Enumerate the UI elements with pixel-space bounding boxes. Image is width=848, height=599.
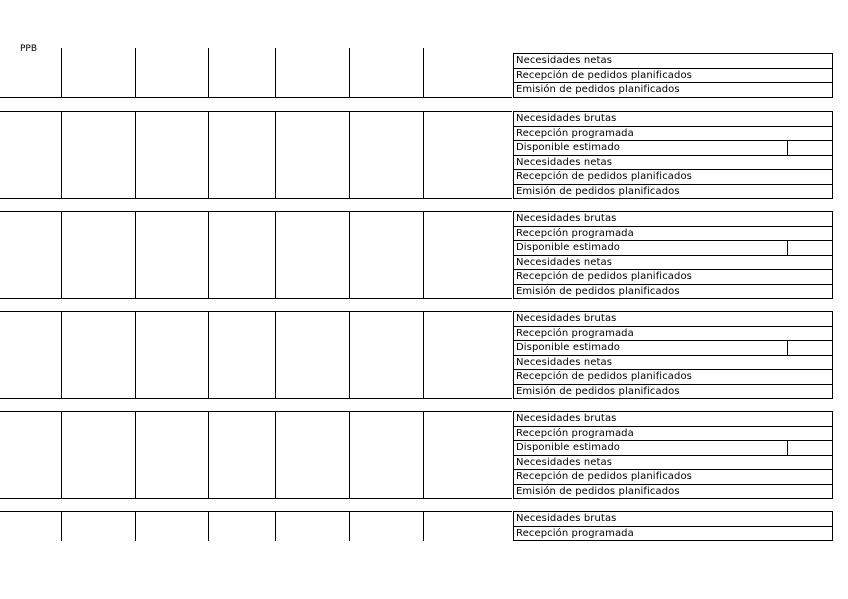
column-divider [275,411,276,498]
mrp-row-label: Necesidades netas [514,256,832,271]
mrp-row-box [513,311,833,399]
mrp-row-label: Recepción de pedidos planificados [514,69,832,84]
block-top-border [0,111,512,112]
column-divider [349,411,350,498]
mrp-row-label: Recepción programada [514,227,832,242]
mrp-row-box [513,211,833,299]
mrp-row-box [513,511,833,541]
column-divider [275,511,276,541]
column-divider [61,48,62,97]
mrp-row-label: Necesidades brutas [514,112,832,127]
block-top-border [0,211,512,212]
mrp-row-label: Emisión de pedidos planificados [516,485,680,497]
block-bottom-border [0,298,512,299]
mrp-row-label: Disponible estimado [514,241,832,256]
mrp-row-label: Disponible estimado [514,341,832,356]
mrp-row-label: Recepción programada [516,527,634,539]
block-bottom-border [0,498,512,499]
column-divider [61,111,62,198]
column-divider [135,311,136,398]
mrp-row-label: Necesidades brutas [514,312,832,327]
mrp-row-label: Necesidades brutas [514,412,832,427]
column-divider [275,311,276,398]
block-bottom-border [0,198,512,199]
block-top-border [0,311,512,312]
mrp-row-label: Necesidades netas [514,456,832,471]
column-divider [349,48,350,97]
mrp-row-box [513,411,833,499]
initial-stock-cell[interactable] [787,241,788,255]
column-divider [349,211,350,298]
column-divider [61,511,62,541]
block-bottom-border [0,398,512,399]
column-divider [275,48,276,97]
mrp-row-label: Disponible estimado [514,441,832,456]
mrp-row-label: Emisión de pedidos planificados [516,385,680,397]
column-divider [208,48,209,97]
column-divider [135,411,136,498]
column-divider [349,311,350,398]
mrp-row-label: Recepción de pedidos planificados [514,470,832,485]
mrp-row-box [513,53,833,98]
mrp-row-label: Recepción de pedidos planificados [514,370,832,385]
mrp-row-label: Emisión de pedidos planificados [516,285,680,297]
mrp-row-label: Necesidades brutas [514,512,832,527]
mrp-row-label: Necesidades netas [514,54,832,69]
column-divider [208,311,209,398]
mrp-row-label: Emisión de pedidos planificados [516,84,680,95]
column-divider [135,211,136,298]
mrp-row-label: Emisión de pedidos planificados [516,185,680,197]
corner-label: PPB [20,44,38,51]
mrp-row-label: Recepción programada [514,327,832,342]
initial-stock-cell[interactable] [787,141,788,155]
column-divider [349,111,350,198]
mrp-row-label: Necesidades netas [514,156,832,171]
column-divider [61,211,62,298]
column-divider [275,111,276,198]
column-divider [423,211,424,298]
block-top-border [0,411,512,412]
column-divider [423,411,424,498]
column-divider [135,111,136,198]
column-divider [275,211,276,298]
column-divider [135,48,136,97]
column-divider [423,111,424,198]
column-divider [208,211,209,298]
column-divider [349,511,350,541]
column-divider [423,311,424,398]
column-divider [61,411,62,498]
block-bottom-border [0,97,512,98]
mrp-row-label: Necesidades netas [514,356,832,371]
initial-stock-cell[interactable] [787,341,788,355]
mrp-row-label: Recepción programada [514,427,832,442]
column-divider [61,311,62,398]
column-divider [208,111,209,198]
column-divider [208,511,209,541]
column-divider [135,511,136,541]
mrp-row-label: Disponible estimado [514,141,832,156]
mrp-row-label: Necesidades brutas [514,212,832,227]
mrp-row-label: Recepción programada [514,127,832,142]
mrp-row-label: Recepción de pedidos planificados [514,270,832,285]
initial-stock-cell[interactable] [787,441,788,455]
column-divider [423,48,424,97]
block-top-border [0,511,512,512]
column-divider [208,411,209,498]
mrp-row-box [513,111,833,199]
column-divider [423,511,424,541]
mrp-row-label: Recepción de pedidos planificados [514,170,832,185]
